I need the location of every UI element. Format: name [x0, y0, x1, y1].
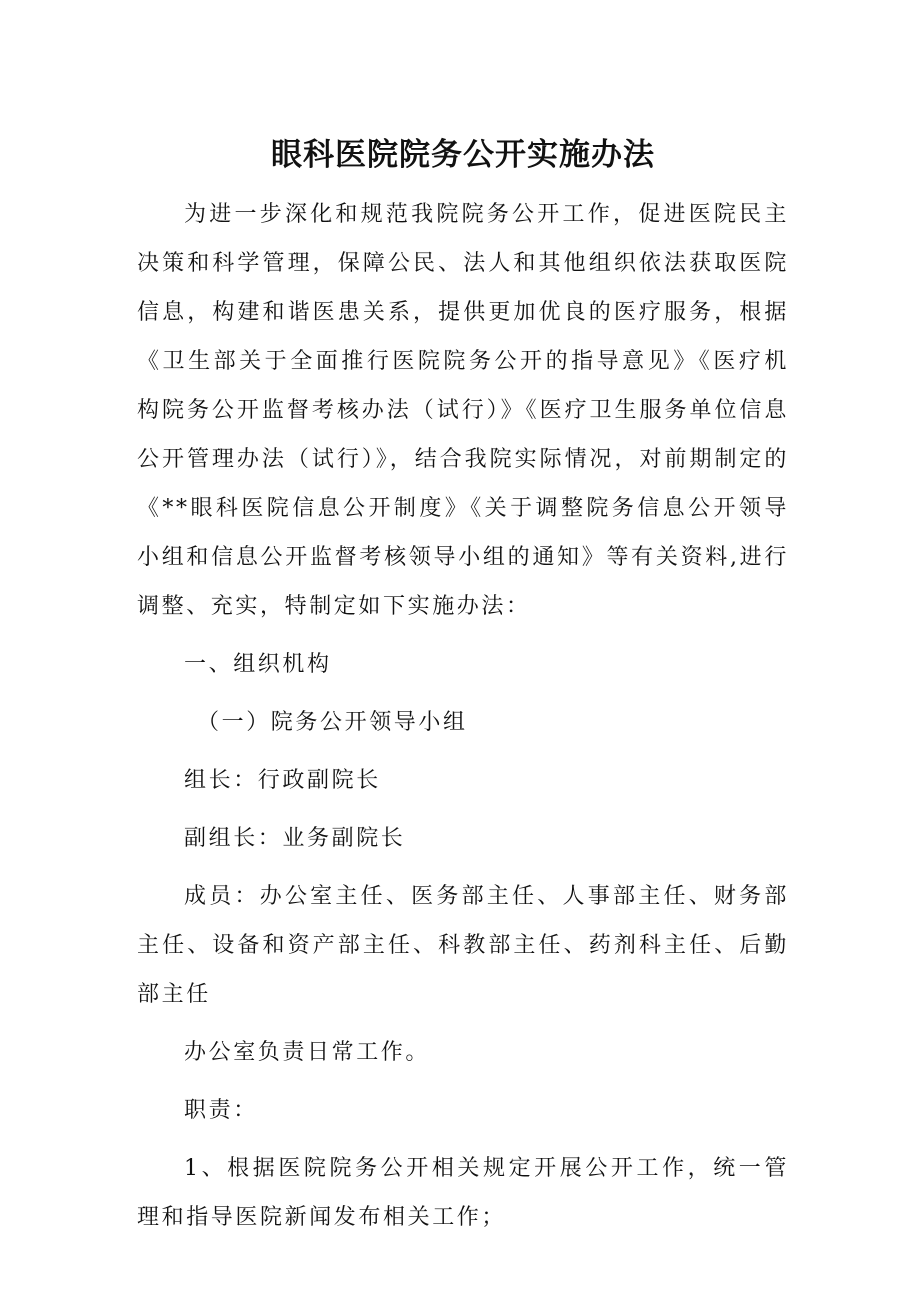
deputy-leader-line: 副组长：业务副院长 [184, 826, 406, 851]
section-heading-organization: 一、组织机构 [184, 652, 332, 677]
daily-work-line: 办公室负责日常工作。 [184, 1040, 431, 1065]
group-leader-line: 组长：行政副院长 [184, 768, 381, 793]
document-page [137, 120, 789, 1242]
duties-label: 职责： [184, 1098, 258, 1123]
document-title: 眼科医院院务公开实施办法 [271, 137, 655, 173]
subsection-heading-leading-group: （一）院务公开领导小组 [197, 710, 468, 735]
duty-item-1: 1、根据医院院务公开相关规定开展公开工作，统一管理和指导医院新闻发布相关工作； [137, 1156, 789, 1230]
intro-paragraph: 为进一步深化和规范我院院务公开工作，促进医院民主决策和科学管理，保障公民、法人和其他组织依法获取医院信息，构建和谐医患关系，提供更加优良的医疗服务，根据《卫生部关于全面推行医院院务公开的指导意见》《医疗机构院务公开监督考核办法（试行）》《医疗卫生服务单位信息公开管理办法（试行）》，结合我院实际情况，对前期制定的《**眼科医院信息公开制度》《关于调整院务信息公开领导小组和信息公开监督考核领导小组的通知》等有关资料,进行调整、充实，特制定如下实施办法： [137, 202, 789, 619]
members-paragraph: 成员：办公室主任、医务部主任、人事部主任、财务部主任、设备和资产部主任、科教部主任、药剂科主任、后勤部主任 [137, 884, 789, 1007]
